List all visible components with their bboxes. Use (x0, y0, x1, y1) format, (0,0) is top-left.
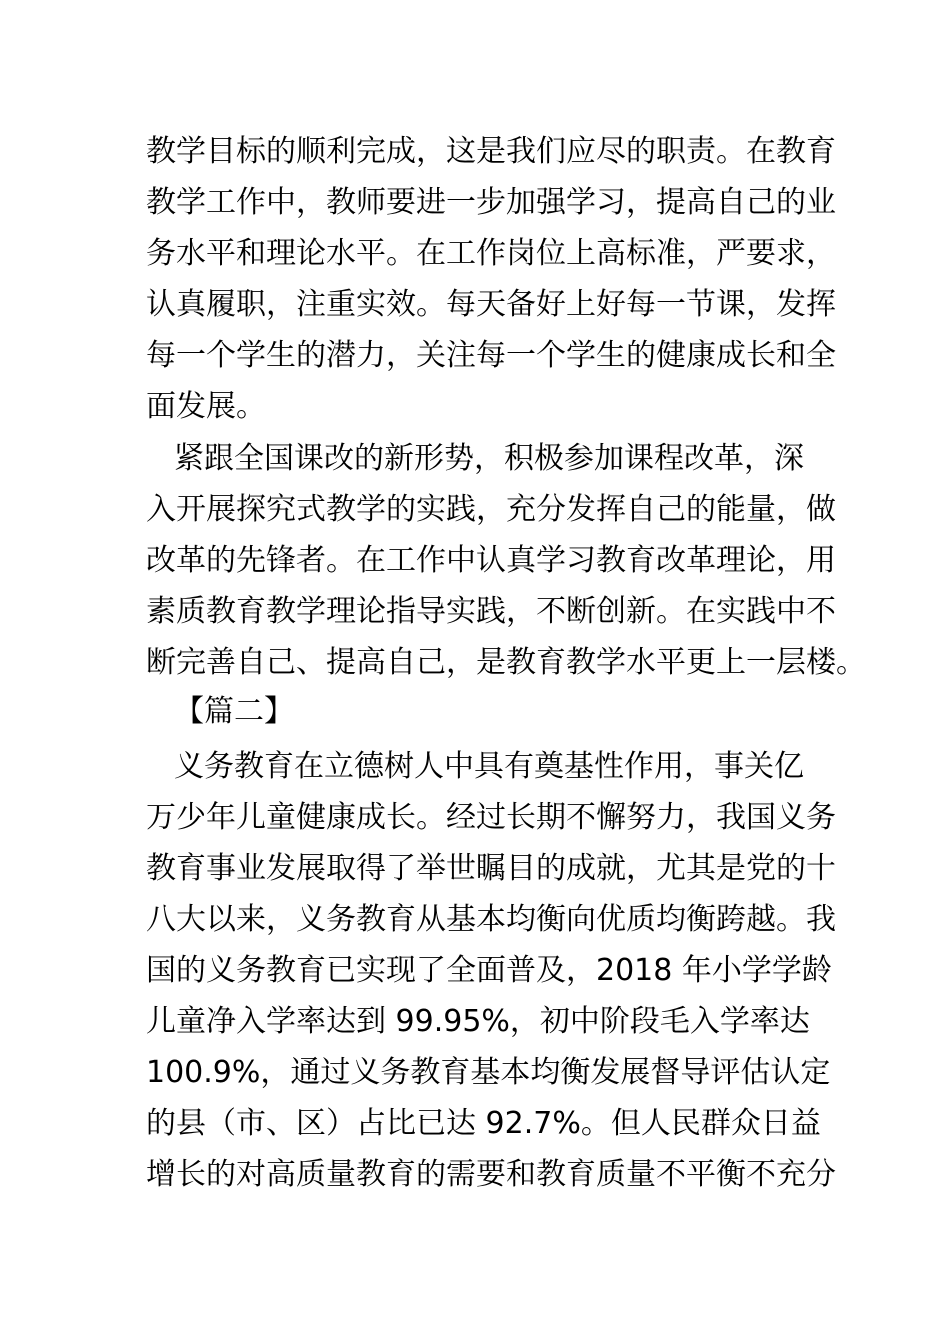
paragraph-3-line-3: 教育事业发展取得了举世瞩目的成就，尤其是党的十 (146, 851, 836, 886)
paragraph-1-line-1: 教学目标的顺利完成，这是我们应尽的职责。在教育 (146, 134, 836, 169)
paragraph-1-line-4: 认真履职，注重实效。每天备好上好每一节课，发挥 (146, 287, 836, 322)
paragraph-1-line-5: 每一个学生的潜力，关注每一个学生的健康成长和全 (146, 338, 836, 373)
paragraph-2-line-2: 入开展探究式教学的实践，充分发挥自己的能量，做 (146, 492, 836, 527)
paragraph-2-line-5: 断完善自己、提高自己，是教育教学水平更上一层楼。 (146, 645, 866, 680)
paragraph-3 (146, 741, 836, 1200)
paragraph-2-line-4: 素质教育教学理论指导实践，不断创新。在实践中不 (146, 594, 836, 629)
paragraph-3-line-1: 义务教育在立德树人中具有奠基性作用，事关亿 (174, 749, 804, 784)
paragraph-3-line-5: 国的义务教育已实现了全面普及，2018 年小学学龄 (146, 953, 832, 988)
paragraph-2-line-1: 紧跟全国课改的新形势，积极参加课程改革，深 (174, 441, 804, 476)
paragraph-3-line-7: 100.9%，通过义务教育基本均衡发展督导评估认定 (146, 1055, 831, 1090)
section-heading-text: 【篇二】 (174, 694, 294, 729)
paragraph-3-line-9: 增长的对高质量教育的需要和教育质量不平衡不充分 (146, 1157, 836, 1192)
paragraph-3-line-8: 的县（市、区）占比已达 92.7%。但人民群众日益 (146, 1106, 821, 1141)
paragraph-1-line-3: 务水平和理论水平。在工作岗位上高标准，严要求， (146, 236, 836, 271)
paragraph-1-line-2: 教学工作中，教师要进一步加强学习，提高自己的业 (146, 185, 836, 220)
paragraph-3-line-6: 儿童净入学率达到 99.95%，初中阶段毛入学率达 (146, 1004, 810, 1039)
paragraph-2 (146, 433, 866, 688)
paragraph-1-line-6: 面发展。 (146, 389, 266, 424)
paragraph-3-line-2: 万少年儿童健康成长。经过长期不懈努力，我国义务 (146, 800, 836, 835)
paragraph-3-line-4: 八大以来，义务教育从基本均衡向优质均衡跨越。我 (146, 902, 836, 937)
paragraph-2-line-3: 改革的先锋者。在工作中认真学习教育改革理论，用 (146, 543, 836, 578)
section-heading (146, 686, 826, 737)
paragraph-1 (146, 126, 836, 432)
